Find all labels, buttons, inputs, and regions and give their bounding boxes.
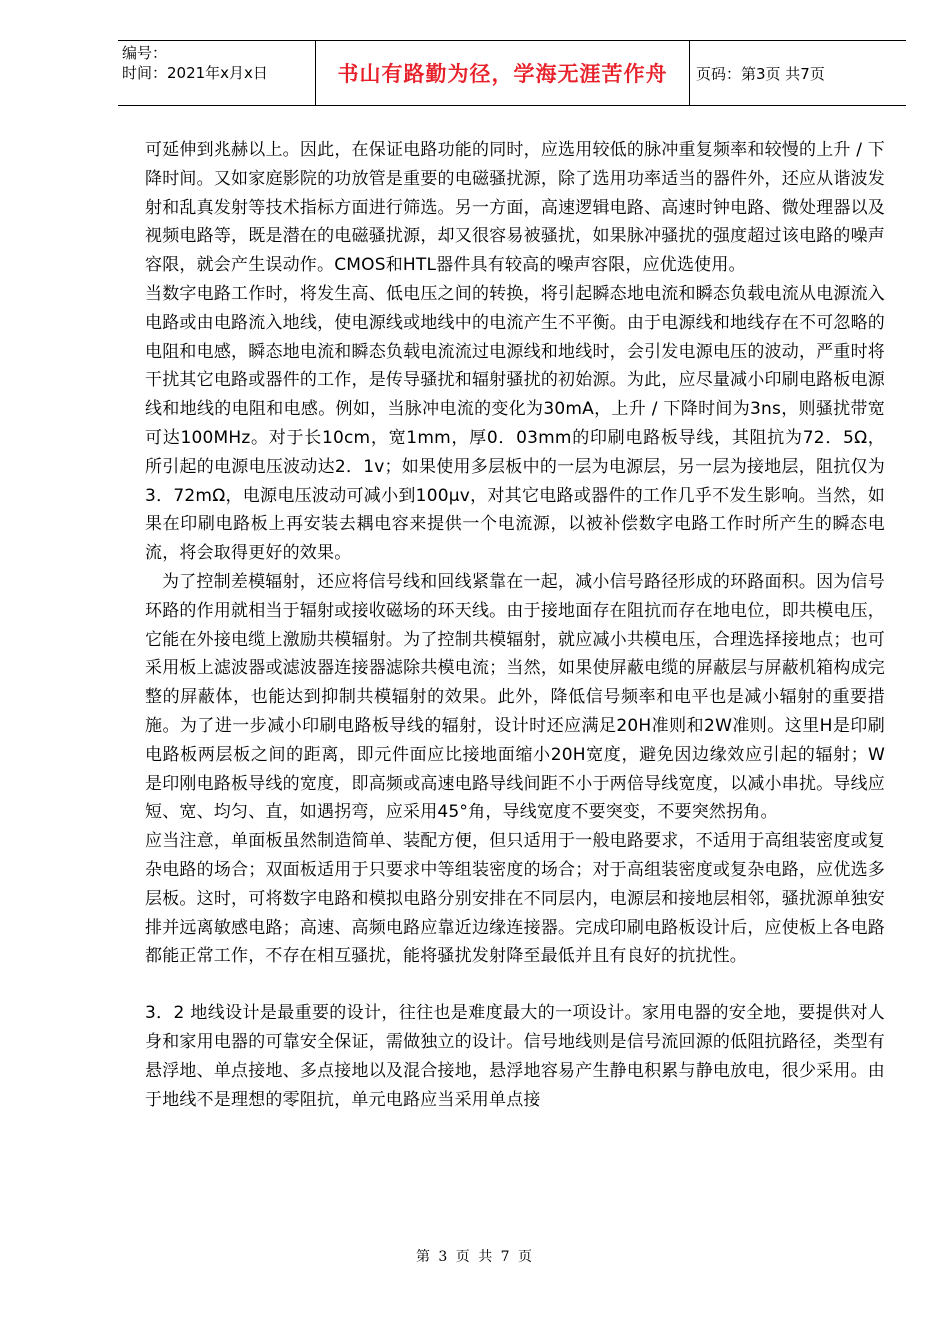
number-label: 编号： bbox=[122, 44, 168, 62]
paragraph-4: 应当注意，单面板虽然制造简单、装配方便，但只适用于一般电路要求，不适用于高组装密度或复杂电路的场合；双面板适用于只要求中等组装密度的场合；对于高组装密度或复杂电路，应优选多层板。这时，可将数字电路和模拟电路分别安排在不同层内，电源层和接地层相邻，骚扰源单独安排并远离敏感电路；高速、高频电路应靠近边缘连接器。完成印刷电路板设计后，应使板上各电路都能正常工作，不存在相互骚扰，能将骚扰发射降至最低并且有良好的抗扰性。 bbox=[145, 831, 885, 967]
time-label: 时间：2021年x月x日 bbox=[122, 64, 268, 82]
paragraph-3: 为了控制差模辐射，还应将信号线和回线紧靠在一起，减小信号路径形成的环路面积。因为信号环路的作用就相当于辐射或接收磁场的环天线。由于接地面存在阻抗而存在地电位，即共模电压，它能在外接电缆上激励共模辐射。为了控制共模辐射，就应减小共模电压，合理选择接地点；也可采用板上滤波器或滤波器连接器滤除共模电流；当然，如果使屏蔽电缆的屏蔽层与屏蔽机箱构成完整的屏蔽体，也能达到抑制共模辐射的效果。此外，降低信号频率和电平也是减小辐射的重要措施。为了进一步减小印刷电路板导线的辐射，设计时还应满足20H准则和2W准则。这里H是印刷电路板两层板之间的距离，即元件面应比接地面缩小20H宽度，避免因边缘效应引起的辐射；W是印刚电路板导线的宽度，即高频或高速电路导线间距不小于两倍导线宽度，以减小串扰。导线应短、宽、均匀、直，如遇拐弯，应采用45°角，导线宽度不要突变，不要突然拐角。 bbox=[145, 571, 885, 823]
header-page-info: 页码：第3页 共7页 bbox=[696, 64, 825, 83]
header-table bbox=[118, 40, 906, 106]
paragraph-5: 3．2 地线设计是最重要的设计，往往也是难度最大的一项设计。家用电器的安全地，要提供对人身和家用电器的可靠安全保证，需做独立的设计。信号地线则是信号流回源的低阻抗路径，类型有悬浮地、单点接地、多点接地以及混合接地，悬浮地容易产生静电积累与静电放电，很少采用。由于地线不是理想的零阻抗，单元电路应当采用单点接 bbox=[145, 1003, 885, 1110]
paragraph-2: 当数字电路工作时，将发生高、低电压之间的转换，将引起瞬态地电流和瞬态负载电流从电源流入电路或由电路流入地线，使电源线或地线中的电流产生不平衡。由于电源线和地线存在不可忽略的电阻和电感，瞬态地电流和瞬态负载电流流过电源线和地线时，会引发电源电压的波动，严重时将干扰其它电路或器件的工作，是传导骚扰和辐射骚扰的初始源。为此，应尽量减小印刷电路板电源线和地线的电阻和电感。例如，当脉冲电流的变化为30mA，上升 / 下降时间为3ns，则骚扰带宽可达100MHz。对于长10cm，宽1mm，厚0．03mm的印刷电路板导线，其阻抗为72．5Ω，所引起的电源电压波动达2．1v；如果使用多层板中的一层为电源层，另一层为接地层，阻抗仅为3．72mΩ，电源电压波动可减小到100μv，对其它电路或器件的工作几乎不发生影响。当然，如果在印刷电路板上再安装去耦电容来提供一个电流源，以被补偿数字电路工作时所产生的瞬态电流，将会取得更好的效果。 bbox=[145, 283, 885, 564]
header-motto: 书山有路勤为径，学海无涯苦作舟 bbox=[316, 41, 690, 105]
page-footer: 第 3 页 共 7 页 bbox=[415, 1249, 535, 1265]
paragraph-1: 可延伸到兆赫以上。因此，在保证电路功能的同时，应选用较低的脉冲重复频率和较慢的上升 / 下降时间。又如家庭影院的功放管是重要的电磁骚扰源，除了选用功率适当的器件外，还应从谐波发射和乱真发射等技术指标方面进行筛选。另一方面，高速逻辑电路、高速时钟电路、微处理器以及视频电路等，既是潜在的电磁骚扰源，却又很容易被骚扰，如果脉冲骚扰的强度超过该电路的噪声容限，就会产生误动作。CMOS和HTL器件具有较高的噪声容限，应优选使用。 bbox=[145, 140, 885, 276]
document-body bbox=[145, 136, 885, 1114]
header-meta bbox=[118, 41, 316, 105]
